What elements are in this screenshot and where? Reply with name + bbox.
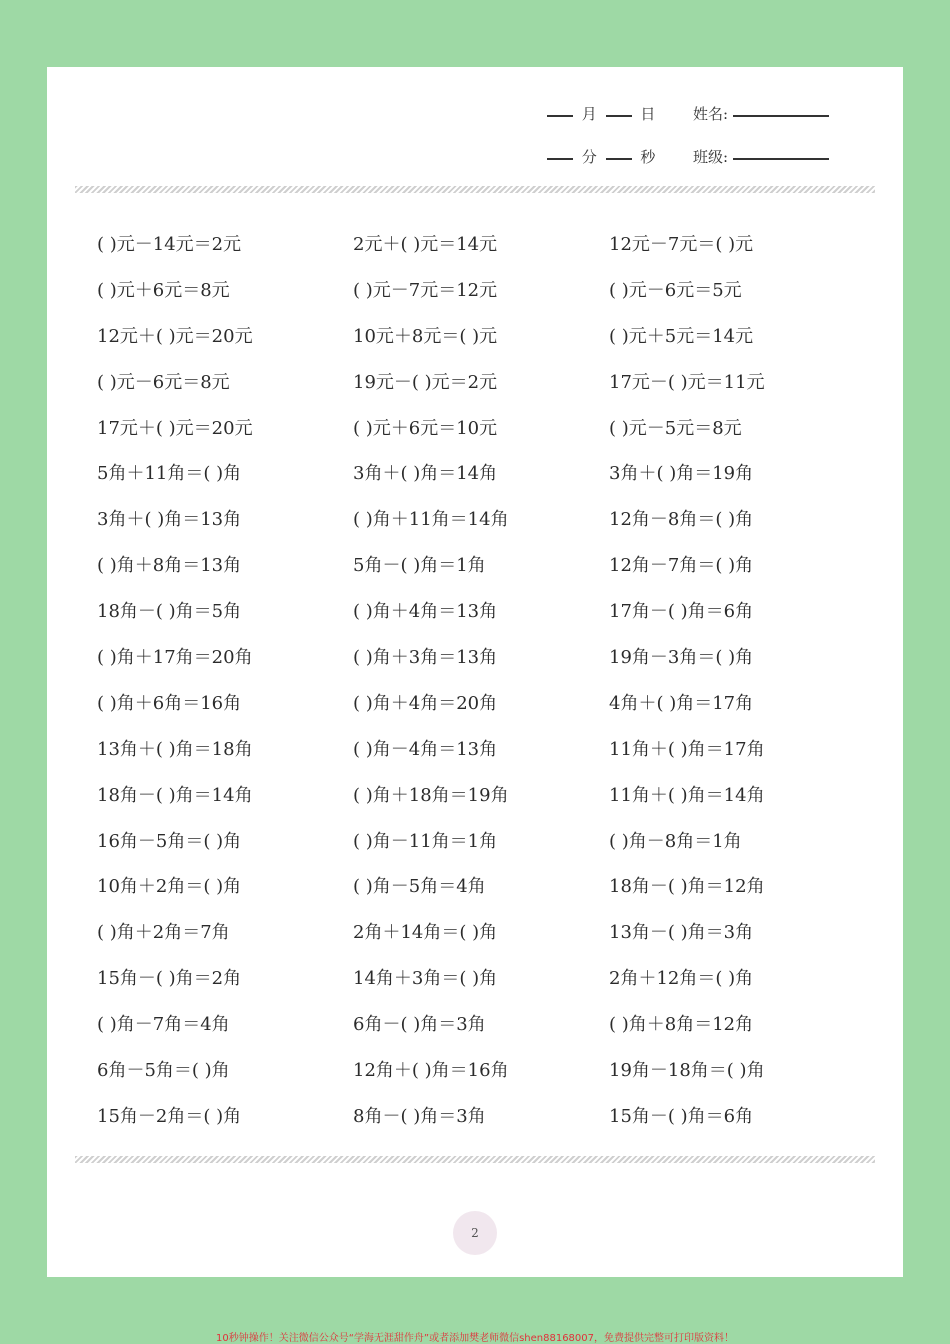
problem-item: 2角＋12角＝( )角 bbox=[609, 968, 754, 990]
problem-item: 17元－( )元＝11元 bbox=[609, 371, 765, 393]
month-blank[interactable] bbox=[547, 114, 573, 117]
problem-item: 3角＋( )角＝19角 bbox=[609, 463, 754, 485]
problem-item: 17元＋( )元＝20元 bbox=[97, 417, 253, 439]
problem-item: ( )元＋6元＝8元 bbox=[97, 279, 230, 301]
problem-item: ( )角－8角＝1角 bbox=[609, 830, 742, 852]
problem-item: ( )元＋6元＝10元 bbox=[353, 417, 498, 439]
problem-item: 18角－( )角＝12角 bbox=[609, 876, 765, 898]
problem-item: 12角－8角＝( )角 bbox=[609, 509, 754, 531]
problem-item: 11角＋( )角＝17角 bbox=[609, 738, 765, 760]
problem-item: 18角－( )角＝14角 bbox=[97, 784, 253, 806]
problem-item: 17角－( )角＝6角 bbox=[609, 601, 754, 623]
problem-item: 13角－( )角＝3角 bbox=[609, 922, 754, 944]
problem-item: 3角＋( )角＝14角 bbox=[353, 463, 498, 485]
problem-item: 3角＋( )角＝13角 bbox=[97, 509, 242, 531]
second-label: 秒 bbox=[640, 148, 656, 166]
problem-item: ( )角＋17角＝20角 bbox=[97, 647, 253, 669]
second-blank[interactable] bbox=[606, 157, 632, 160]
problem-item: 2角＋14角＝( )角 bbox=[353, 922, 498, 944]
time-class-row bbox=[547, 146, 829, 167]
problem-item: 19角－18角＝( )角 bbox=[609, 1060, 765, 1082]
problem-item: 18角－( )角＝5角 bbox=[97, 601, 242, 623]
minute-blank[interactable] bbox=[547, 157, 573, 160]
problem-item: 10元＋8元＝( )元 bbox=[353, 325, 498, 347]
problem-grid bbox=[97, 231, 865, 1149]
date-name-row bbox=[547, 103, 829, 124]
problem-item: 15角－2角＝( )角 bbox=[97, 1105, 242, 1127]
problem-item: 10角＋2角＝( )角 bbox=[97, 876, 242, 898]
problem-item: 12角－7角＝( )角 bbox=[609, 555, 754, 577]
problem-item: 15角－( )角＝2角 bbox=[97, 968, 242, 990]
problem-item: 8角－( )角＝3角 bbox=[353, 1105, 486, 1127]
problem-item: 19元－( )元＝2元 bbox=[353, 371, 498, 393]
problem-item: ( )角＋18角＝19角 bbox=[353, 784, 509, 806]
footer-note: 10秒钟操作！关注微信公众号“学海无涯甜作舟”或者添加樊老师微信shen88168007，免费提供完整可打印版资料！ bbox=[215, 1333, 735, 1344]
problem-item: 16角－5角＝( )角 bbox=[97, 830, 242, 852]
problem-item: ( )角－11角＝1角 bbox=[353, 830, 498, 852]
name-blank[interactable] bbox=[733, 114, 829, 117]
problem-item: ( )角＋4角＝13角 bbox=[353, 601, 498, 623]
problem-item: ( )元－14元＝2元 bbox=[97, 234, 242, 255]
problem-item: 12元＋( )元＝20元 bbox=[97, 325, 253, 347]
class-blank[interactable] bbox=[733, 157, 829, 160]
problem-item: 13角＋( )角＝18角 bbox=[97, 738, 253, 760]
name-label: 姓名: bbox=[692, 105, 728, 123]
worksheet-page bbox=[47, 67, 903, 1277]
problem-item: ( )角＋6角＝16角 bbox=[97, 692, 242, 714]
problem-item: 4角＋( )角＝17角 bbox=[609, 692, 754, 714]
problem-item: ( )角＋2角＝7角 bbox=[97, 922, 230, 944]
problem-item: ( )角＋8角＝12角 bbox=[609, 1014, 754, 1036]
month-label: 月 bbox=[581, 105, 597, 123]
problem-item: ( )元＋5元＝14元 bbox=[609, 325, 754, 347]
problem-item: ( )元－6元＝5元 bbox=[609, 279, 742, 301]
problem-item: ( )角＋11角＝14角 bbox=[353, 509, 509, 531]
problem-item: ( )角＋8角＝13角 bbox=[97, 555, 242, 577]
problem-item: 15角－( )角＝6角 bbox=[609, 1105, 754, 1127]
problem-item: ( )角－4角＝13角 bbox=[353, 738, 498, 760]
problem-item: ( )元－6元＝8元 bbox=[97, 371, 230, 393]
class-label: 班级: bbox=[692, 148, 728, 166]
problem-item: ( )角－7角＝4角 bbox=[97, 1014, 230, 1036]
problem-item: 12角＋( )角＝16角 bbox=[353, 1060, 509, 1082]
problem-item: ( )元－5元＝8元 bbox=[609, 417, 742, 439]
problem-item: 12元－7元＝( )元 bbox=[609, 234, 754, 255]
day-blank[interactable] bbox=[606, 114, 632, 117]
problem-item: 5角－( )角＝1角 bbox=[353, 555, 486, 577]
problem-item: ( )角－5角＝4角 bbox=[353, 876, 486, 898]
problem-item: 11角＋( )角＝14角 bbox=[609, 784, 765, 806]
top-divider bbox=[75, 186, 875, 193]
day-label: 日 bbox=[640, 105, 656, 123]
problem-item: ( )角＋3角＝13角 bbox=[353, 647, 498, 669]
bottom-divider bbox=[75, 1156, 875, 1163]
problem-item: 14角＋3角＝( )角 bbox=[353, 968, 498, 990]
problem-item: 6角－( )角＝3角 bbox=[353, 1014, 486, 1036]
problem-item: 6角－5角＝( )角 bbox=[97, 1060, 230, 1082]
problem-item: 2元＋( )元＝14元 bbox=[353, 234, 498, 255]
problem-item: ( )角＋4角＝20角 bbox=[353, 692, 498, 714]
minute-label: 分 bbox=[581, 148, 597, 166]
page-number: 2 bbox=[453, 1211, 497, 1255]
problem-item: 19角－3角＝( )角 bbox=[609, 647, 754, 669]
problem-item: ( )元－7元＝12元 bbox=[353, 279, 498, 301]
problem-item: 5角＋11角＝( )角 bbox=[97, 463, 242, 485]
